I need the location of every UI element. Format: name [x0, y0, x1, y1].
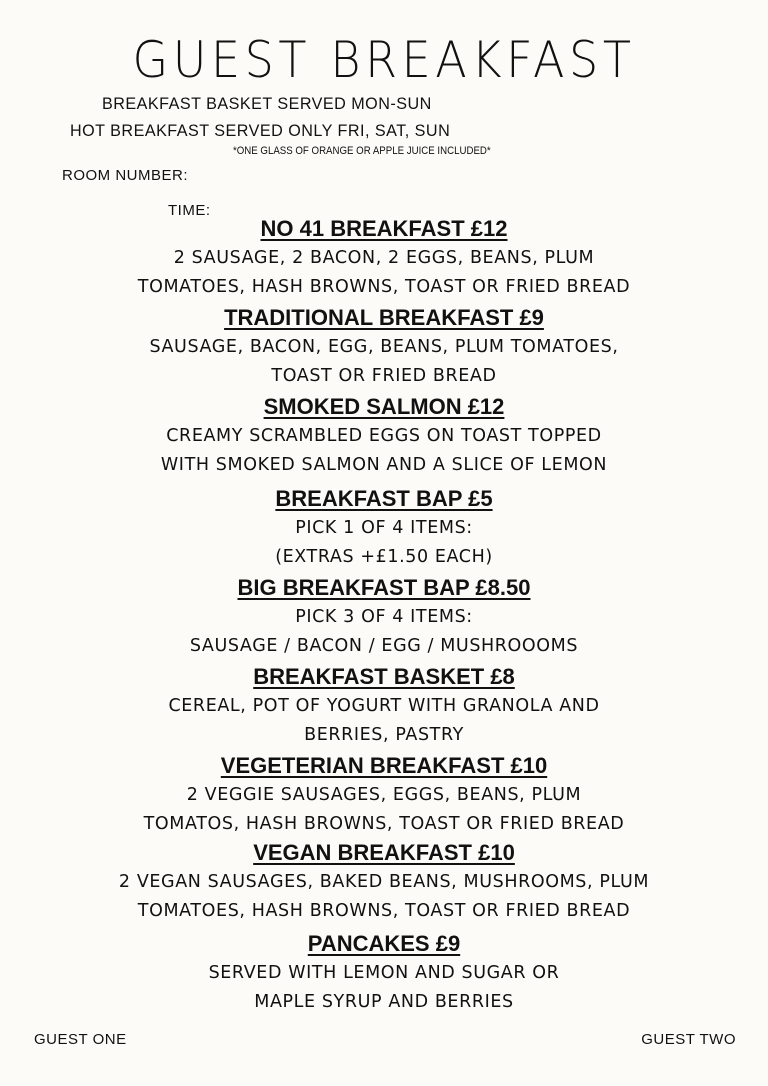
menu-item-desc: WITH SMOKED SALMON AND A SLICE OF LEMON [160, 454, 608, 475]
menu-item-title: PANCAKES £9 [307, 931, 461, 956]
guest-two-label: GUEST TWO [641, 1031, 736, 1048]
menu-item [0, 838, 768, 925]
menu-item [0, 662, 768, 749]
menu-item-desc: TOMATOES, HASH BROWNS, TOAST OR FRIED BREAD [137, 900, 631, 921]
menu-item-title: TRADITIONAL BREAKFAST £9 [224, 305, 544, 330]
menu-item [0, 303, 768, 390]
juice-note: *ONE GLASS OF ORANGE OR APPLE JUICE INCLUDED* [233, 145, 491, 157]
menu-item-desc: CREAMY SCRAMBLED EGGS ON TOAST TOPPED [166, 426, 602, 446]
menu-item-desc: MAPLE SYRUP AND BERRIES [254, 991, 514, 1012]
hot-breakfast-schedule: HOT BREAKFAST SERVED ONLY FRI, SAT, SUN [70, 121, 451, 140]
menu-item-desc: 2 VEGAN SAUSAGES, BAKED BEANS, MUSHROOMS, PLUM [118, 872, 650, 892]
page-title: GUEST BREAKFAST [132, 31, 636, 89]
menu-item [0, 751, 768, 838]
menu-item [0, 484, 768, 571]
menu-item-title: VEGETERIAN BREAKFAST £10 [220, 753, 548, 778]
menu-item-title: BREAKFAST BAP £5 [275, 486, 493, 511]
menu-item-desc: (EXTRAS +£1.50 EACH) [275, 546, 493, 567]
menu-item-desc: 2 SAUSAGE, 2 BACON, 2 EGGS, BEANS, PLUM [173, 248, 595, 268]
menu-item-desc: 2 VEGGIE SAUSAGES, EGGS, BEANS, PLUM [186, 785, 582, 805]
time-label: TIME: [168, 202, 211, 219]
menu-item [0, 214, 768, 301]
menu-item-title: NO 41 BREAKFAST £12 [260, 216, 508, 241]
menu-item-title: BREAKFAST BASKET £8 [253, 664, 515, 689]
room-number-label: ROOM NUMBER: [62, 167, 188, 184]
menu-item-desc: TOMATOES, HASH BROWNS, TOAST OR FRIED BREAD [137, 276, 631, 297]
guest-one-label: GUEST ONE [34, 1031, 127, 1048]
menu-item-desc: SAUSAGE, BACON, EGG, BEANS, PLUM TOMATOES, [149, 337, 619, 357]
menu-item-desc: CEREAL, POT OF YOGURT WITH GRANOLA AND [168, 696, 600, 716]
menu-item [0, 929, 768, 1016]
menu-item-desc: PICK 1 OF 4 ITEMS: [295, 518, 473, 538]
menu-list [0, 214, 768, 1016]
menu-item-desc: BERRIES, PASTRY [304, 724, 464, 745]
menu-item-title: BIG BREAKFAST BAP £8.50 [237, 575, 531, 600]
menu-item-title: VEGAN BREAKFAST £10 [253, 840, 515, 865]
menu-item-title: SMOKED SALMON £12 [263, 394, 505, 419]
basket-schedule: BREAKFAST BASKET SERVED MON-SUN [102, 94, 432, 113]
menu-item-desc: SAUSAGE / BACON / EGG / MUSHROOOMS [189, 635, 579, 656]
menu-item-desc: TOAST OR FRIED BREAD [271, 365, 497, 386]
menu-item-desc: TOMATOS, HASH BROWNS, TOAST OR FRIED BREAD [143, 813, 625, 834]
menu-item [0, 573, 768, 660]
menu-item-desc: SERVED WITH LEMON AND SUGAR OR [208, 963, 560, 983]
menu-item-desc: PICK 3 OF 4 ITEMS: [295, 607, 473, 627]
menu-item [0, 392, 768, 479]
